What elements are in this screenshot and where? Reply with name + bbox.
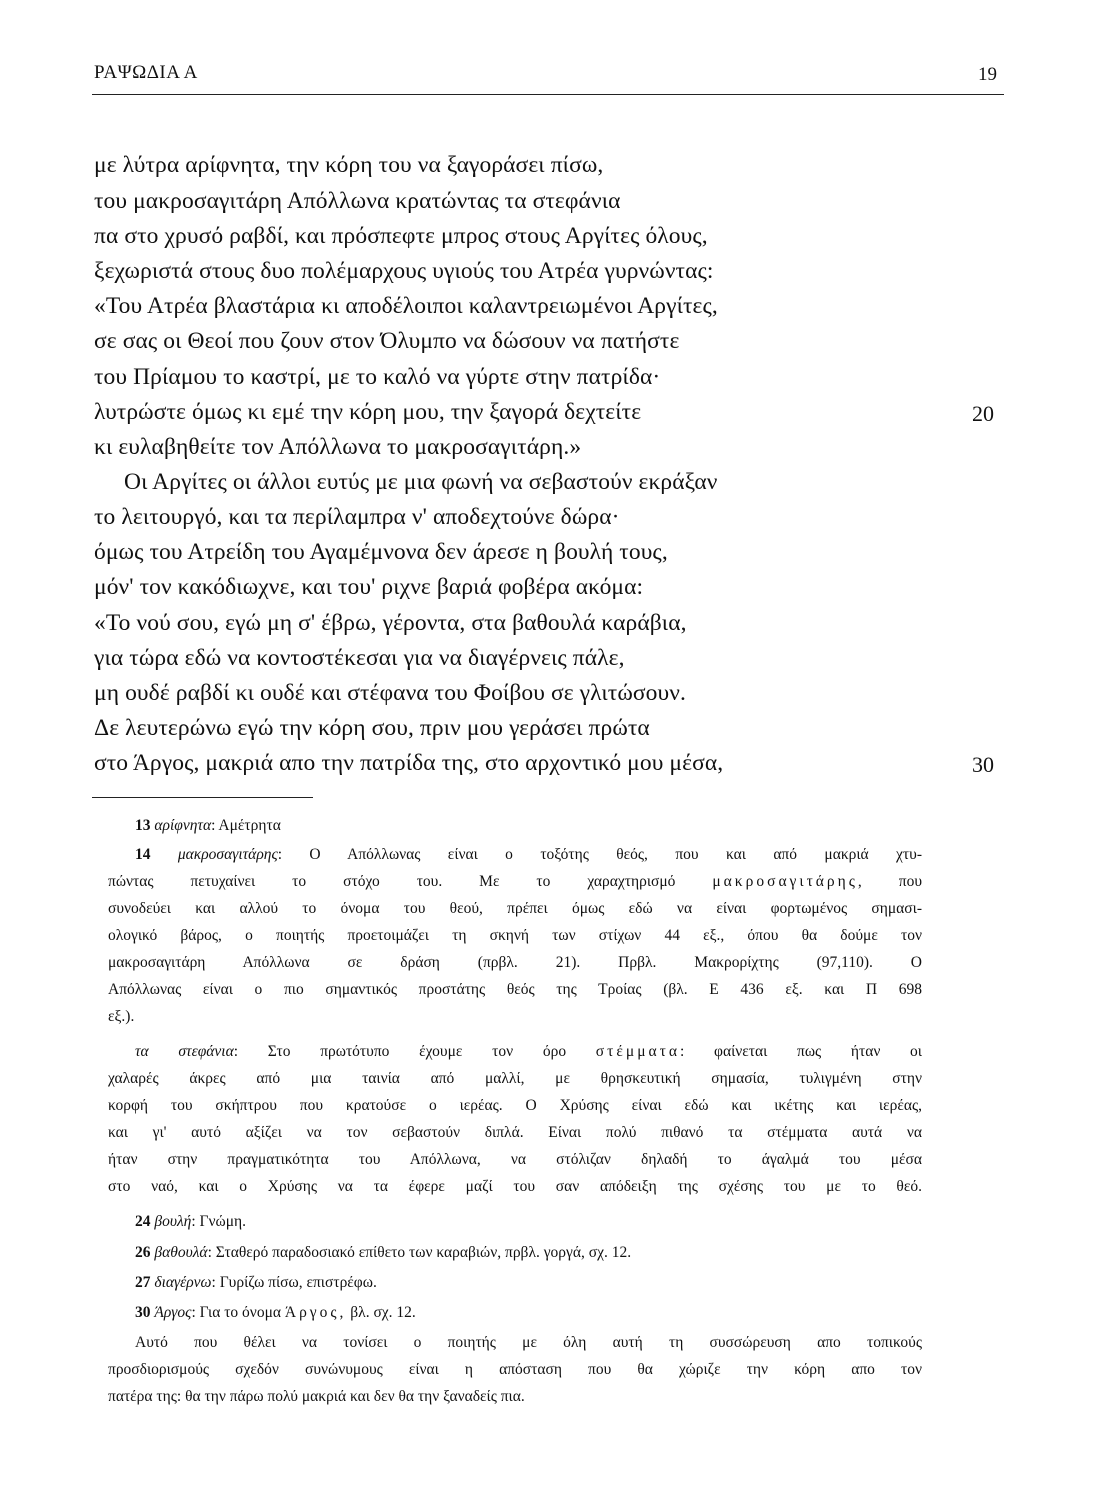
line-number: 30: [972, 752, 994, 777]
header-rule: [92, 94, 1004, 95]
footnote-24: 24 βουλή: Γνώμη.: [135, 1213, 247, 1230]
verse-line: με λύτρα αρίφνητα, την κόρη του να ξαγοράσει πίσω,: [94, 152, 604, 178]
footnote-stefania: τα στεφάνια: Στο πρωτότυπο έχουμε τον όρο στέμματα: φαίνεται πως ήταν οι: [135, 1043, 922, 1060]
footnote-line: πατέρα της: θα την πάρω πολύ μακριά και δεν θα την ξαναδείς πια.: [108, 1388, 525, 1405]
footnote-line: πώντας πετυχαίνει το στόχο του. Με το χαραχτηρισμό μακροσαγιτάρης, που: [108, 873, 922, 890]
footnote-rule: [92, 797, 313, 798]
page-number: 19: [978, 64, 997, 85]
line-number: 20: [972, 401, 994, 426]
footnote-line: στο ναό, και ο Χρύσης να τα έφερε μαζί του σαν απόδειξη της σχέσης του με το θεό.: [108, 1178, 922, 1195]
running-head: ΡΑΨΩΔΙΑ Α: [94, 62, 198, 83]
verse-line: «Το νού σου, εγώ μη σ' έβρω, γέροντα, στα βαθουλά καράβια,: [94, 610, 687, 636]
verse-line: όμως του Ατρείδη του Αγαμέμνονα δεν άρεσε η βουλή τους,: [94, 539, 668, 565]
footnote-line: Αυτό που θέλει να τονίσει ο ποιητής με όλη αυτή τη συσσώρευση απο τοπικούς: [135, 1334, 922, 1351]
verse-line: πα στο χρυσό ραβδί, και πρόσπεφτε μπρος στους Αργίτες όλους,: [94, 223, 708, 249]
footnote-30: 30 Άργος: Για το όνομα Άργος, βλ. σχ. 12.: [135, 1304, 416, 1321]
verse-line: ξεχωριστά στους δυο πολέμαρχους υγιούς του Ατρέα γυρνώντας:: [94, 258, 714, 284]
footnote-27: 27 διαγέρνω: Γυρίζω πίσω, επιστρέφω.: [135, 1274, 377, 1291]
verse-line: για τώρα εδώ να κοντοστέκεσαι για να διαγέρνεις πάλε,: [94, 645, 625, 671]
footnote-line: Απόλλωνας είναι ο πιο σημαντικός προστάτης θεός της Τροίας (βλ. Ε 436 εξ. και Π 698: [108, 981, 922, 998]
verse-line: του μακροσαγιτάρη Απόλλωνα κρατώντας τα στεφάνια: [94, 188, 621, 214]
verse-line: μη ουδέ ραβδί κι ουδέ και στέφανα του Φοίβου σε γλιτώσουν.: [94, 680, 686, 706]
footnote-13: 13 αρίφνητα: Αμέτρητα: [135, 817, 281, 834]
footnote-line: μακροσαγιτάρη Απόλλωνα σε δράση (πρβλ. 21). Πρβλ. Μακρορίχτης (97,110). Ο: [108, 954, 922, 971]
verse-line: του Πρίαμου το καστρί, με το καλό να γύρτε στην πατρίδα·: [94, 364, 661, 390]
verse-line: στο Άργος, μακριά απο την πατρίδα της, στο αρχοντικό μου μέσα,: [94, 750, 724, 776]
verse-line: μόν' τον κακόδιωχνε, και του' ριχνε βαριά φοβέρα ακόμα:: [94, 574, 644, 600]
verse-line: σε σας οι Θεοί που ζουν στον Όλυμπο να δώσουν να πατήστε: [94, 328, 680, 354]
footnote-line: ολογικό βάρος, ο ποιητής προετοιμάζει τη σκηνή των στίχων 44 εξ., όπου θα δούμε τον: [108, 927, 922, 944]
footnote-line: προσδιορισμούς σχεδόν συνώνυμους είναι η απόσταση που θα χώριζε την κόρη απο τον: [108, 1361, 922, 1378]
footnote-line: ήταν στην πραγματικότητα του Απόλλωνα, να στόλιζαν δηλαδή το άγαλμά του μέσα: [108, 1151, 922, 1168]
verse-line: Δε λευτερώνω εγώ την κόρη σου, πριν μου γεράσει πρώτα: [94, 715, 650, 741]
verse-line: κι ευλαβηθείτε τον Απόλλωνα το μακροσαγιτάρη.»: [94, 434, 582, 460]
footnote-14: 14 μακροσαγιτάρης: Ο Απόλλωνας είναι ο τοξότης θεός, που και από μακριά χτυ-: [135, 846, 923, 863]
verse-line: το λειτουργό, και τα περίλαμπρα ν' αποδεχτούνε δώρα·: [94, 504, 620, 530]
footnote-26: 26 βαθουλά: Σταθερό παραδοσιακό επίθετο των καραβιών, πρβλ. γοργά, σχ. 12.: [135, 1244, 632, 1261]
footnote-line: συνοδεύει και αλλού το όνομα του θεού, πρέπει όμως εδώ να είναι φορτωμένος σημασι-: [108, 900, 922, 917]
verse-line: λυτρώστε όμως κι εμέ την κόρη μου, την ξαγορά δεχτείτε: [94, 399, 642, 425]
footnote-line: κορφή του σκήπτρου που κρατούσε ο ιερέας. Ο Χρύσης είναι εδώ και ικέτης και ιερέας,: [108, 1097, 922, 1114]
footnote-line: χαλαρές άκρες από μια ταινία από μαλλί, με θρησκευτική σημασία, τυλιγμένη στην: [108, 1070, 922, 1087]
footnote-line: εξ.).: [108, 1008, 135, 1025]
verse-line: Οι Αργίτες οι άλλοι ευτύς με μια φωνή να σεβαστούν εκράξαν: [124, 469, 718, 495]
footnote-line: και γι' αυτό αξίζει να τον σεβαστούν διπλά. Είναι πολύ πιθανό τα στέμματα αυτά να: [108, 1124, 922, 1141]
verse-line: «Του Ατρέα βλαστάρια κι αποδέλοιποι καλαντρειωμένοι Αργίτες,: [94, 293, 718, 319]
